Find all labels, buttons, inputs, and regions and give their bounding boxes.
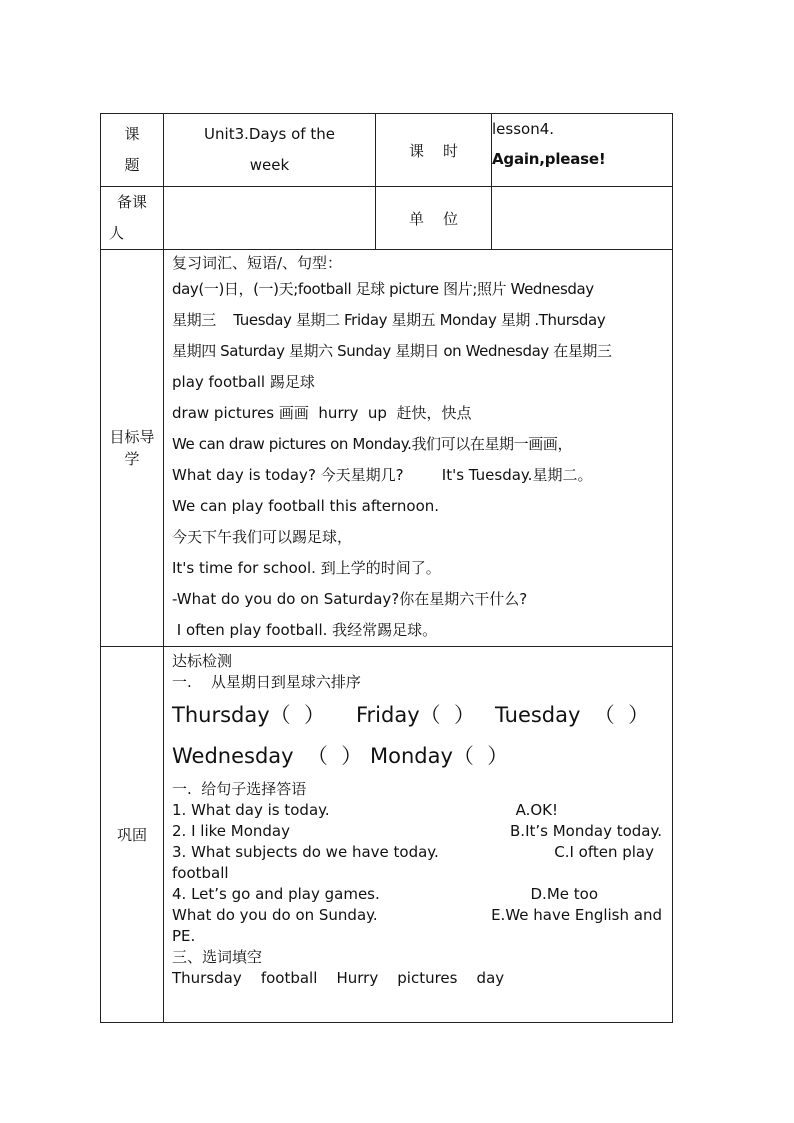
answer-text: A.OK!: [515, 801, 558, 819]
prep-value-cell: [164, 187, 376, 250]
period-label: 课 时: [408, 141, 459, 160]
order-item: Tuesday （ ）: [495, 703, 650, 727]
answer-text: D.Me too: [530, 885, 598, 903]
goal-line: I often play football. 我经常踢足球。: [172, 621, 438, 639]
question-text: 4. Let’s go and play games.: [172, 885, 380, 903]
goals-label-line1: 目标导: [109, 428, 155, 446]
goal-line: draw pictures 画画 hurry up 赶快，快点: [172, 404, 472, 422]
question-row: [172, 905, 668, 926]
prep-label-line1: 备课: [116, 193, 147, 211]
unit-title-line2: week: [249, 156, 290, 174]
question-text: 2. I like Monday: [172, 822, 290, 840]
goals-label-line2: 学: [124, 450, 140, 468]
lesson-plan-table: [100, 113, 673, 1023]
lesson-cell: [492, 114, 673, 187]
question-row: [172, 884, 668, 905]
answer-text: C.I often play: [554, 843, 654, 861]
goal-line: -What do you do on Saturday?你在星期六干什么?: [172, 590, 528, 608]
unit-title-cell: [164, 114, 376, 187]
part2-title: 一. 给句子选择答语: [172, 780, 307, 798]
course-label-cell: [101, 114, 164, 187]
word-bank: Thursday football Hurry pictures day: [172, 969, 505, 987]
question-text: 3. What subjects do we have today.: [172, 843, 439, 861]
goals-content: [164, 250, 673, 647]
part3-title: 三、选词填空: [172, 948, 263, 966]
goals-label-cell: [101, 250, 164, 647]
question-row: [172, 842, 668, 863]
order-row-1: [172, 695, 668, 736]
goal-line: It's time for school. 到上学的时间了。: [172, 559, 441, 577]
lesson-name: Again,please!: [492, 150, 606, 168]
answer-text: E.We have English and: [491, 906, 662, 924]
prep-label-cell: [101, 187, 164, 250]
consolidate-label: 巩固: [116, 826, 147, 844]
goal-line: day(一)日，(一)天;football 足球 picture 图片;照片 Wednesday: [172, 280, 594, 298]
goal-line: play football 踢足球: [172, 373, 315, 391]
unit-value-cell: [492, 187, 673, 250]
course-label: 课: [124, 125, 140, 143]
period-label-cell: [376, 114, 492, 187]
goal-line: We can play football this afternoon.: [172, 497, 440, 515]
order-item: Friday（ ）: [356, 703, 475, 727]
goal-line: We can draw pictures on Monday.我们可以在星期一画画，: [172, 435, 573, 453]
goal-line: 复习词汇、短语/、句型：: [172, 254, 343, 272]
unit-label: 单 位: [408, 209, 459, 228]
goal-line: 星期四 Saturday 星期六 Sunday 星期日 on Wednesday 在星期三: [172, 342, 612, 360]
question-row: [172, 800, 668, 821]
consolidate-content: [164, 647, 673, 1023]
answer-continuation: football: [172, 864, 229, 882]
answer-text: B.It’s Monday today.: [510, 822, 662, 840]
question-row: [172, 821, 668, 842]
consolidate-label-cell: [101, 647, 164, 1023]
order-item: Wednesday （ ）: [172, 744, 363, 768]
answer-continuation: PE.: [172, 927, 196, 945]
goal-line: 星期三 Tuesday 星期二 Friday 星期五 Monday 星期 .Thursday: [172, 311, 606, 329]
goal-line: 今天下午我们可以踢足球，: [172, 528, 353, 546]
order-row-2: [172, 736, 668, 777]
question-text: What do you do on Sunday.: [172, 906, 378, 924]
goal-line: What day is today? 今天星期几? It's Tuesday.星期二。: [172, 466, 593, 484]
lesson-number: lesson4.: [492, 120, 555, 138]
order-item: Thursday（ ）: [172, 703, 325, 727]
check-title: 达标检测: [172, 652, 233, 670]
unit-label-cell: [376, 187, 492, 250]
prep-label-line2: 人: [109, 224, 125, 242]
course-label-2: 题: [124, 156, 140, 174]
part1-title: 一. 从星期日到星球六排序: [172, 673, 361, 691]
unit-title-line1: Unit3.Days of the: [204, 125, 335, 143]
order-item: Monday（ ）: [370, 744, 509, 768]
question-text: 1. What day is today.: [172, 801, 330, 819]
